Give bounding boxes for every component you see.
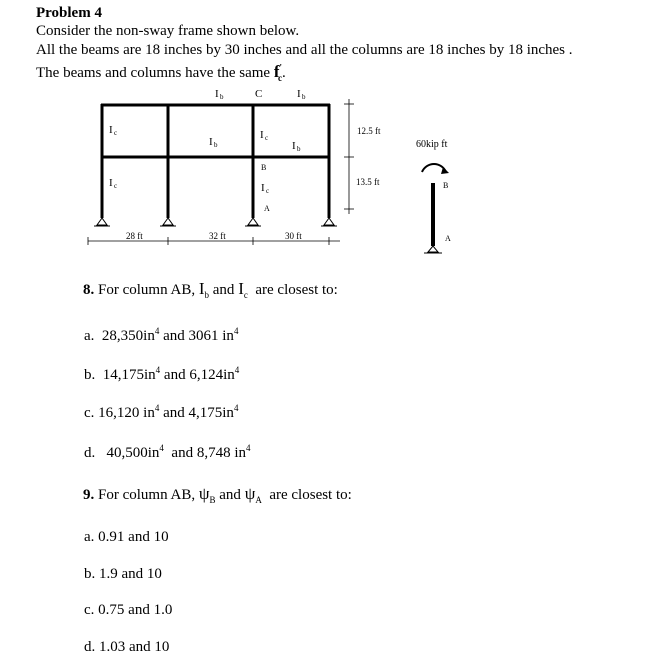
problem-title: Problem 4 xyxy=(36,5,102,21)
line3-suffix: . xyxy=(282,65,286,81)
q8-option-a[interactable]: a. $28,350in^4$ and 3061 $in^4$ xyxy=(84,326,239,344)
label-ib-mid-right-sub: b xyxy=(297,145,301,153)
label-point-a: A xyxy=(264,204,270,213)
label-point-b: B xyxy=(261,163,267,172)
fc-symbol: $f'_c$ xyxy=(273,62,283,84)
label-ic-4: I xyxy=(261,182,265,194)
cantilever-point-b: B xyxy=(443,181,449,190)
label-ib-top-left: I xyxy=(215,88,219,100)
label-ib-mid-left-sub: b xyxy=(214,141,218,149)
q9-option-a[interactable]: a. 0.91 and 10 xyxy=(84,529,169,545)
q9-option-d[interactable]: d. 1.03 and 10 xyxy=(84,639,170,655)
moment-arrowhead xyxy=(441,167,449,174)
cantilever-point-a: A xyxy=(445,234,451,243)
q8-option-d[interactable]: d. $40,500in^4$ and 8,748 $in^4$ xyxy=(84,443,251,461)
columns xyxy=(102,104,329,218)
line3-prefix: The beams and columns have the same xyxy=(36,65,271,81)
cantilever-support xyxy=(428,246,438,252)
height-dimension xyxy=(344,99,354,214)
problem-line-2: All the beams are 18 inches by 30 inches and all the columns are 18 inches by 18 inches . xyxy=(36,42,573,58)
label-ic-2: I xyxy=(109,177,113,189)
q8-stem: 8. For column AB, $I_b$ and $I_c$ are closest to: xyxy=(83,279,338,300)
label-ib-top-right-sub: b xyxy=(302,93,306,101)
pin-supports xyxy=(94,218,337,226)
label-ic-3: I xyxy=(260,129,264,141)
frame-diagram xyxy=(0,0,670,280)
label-ib-mid-left: I xyxy=(209,136,213,148)
moment-label: 60kip ft xyxy=(416,139,448,150)
label-ic-4-sub: c xyxy=(266,187,270,195)
label-ic-1: I xyxy=(109,124,113,136)
span-3: 30 ft xyxy=(285,231,302,241)
q8-option-c[interactable]: c. 16,120 $in^4$ and $4,175in^4$ xyxy=(84,403,239,421)
label-ic-3-sub: c xyxy=(265,134,269,142)
height-1: 12.5 ft xyxy=(357,126,381,136)
q8-option-b[interactable]: b. $14,175in^4$ and $6,124in^4$ xyxy=(84,365,240,383)
label-ib-mid-right: I xyxy=(292,140,296,152)
height-2: 13.5 ft xyxy=(356,177,380,187)
problem-line-1: Consider the non-sway frame shown below. xyxy=(36,23,300,39)
label-c: C xyxy=(255,88,263,100)
label-ib-top-right: I xyxy=(297,88,301,100)
span-2: 32 ft xyxy=(209,231,226,241)
q9-option-b[interactable]: b. 1.9 and 10 xyxy=(84,566,162,582)
label-ic-1-sub: c xyxy=(114,129,118,137)
label-ic-2-sub: c xyxy=(114,182,118,190)
q9-stem: 9. For column AB, $\psi_B$ and $\psi_A$ are closest to: xyxy=(83,484,352,505)
span-1: 28 ft xyxy=(126,231,143,241)
q9-option-c[interactable]: c. 0.75 and 1.0 xyxy=(84,602,173,618)
label-ib-top-left-sub: b xyxy=(220,93,224,101)
